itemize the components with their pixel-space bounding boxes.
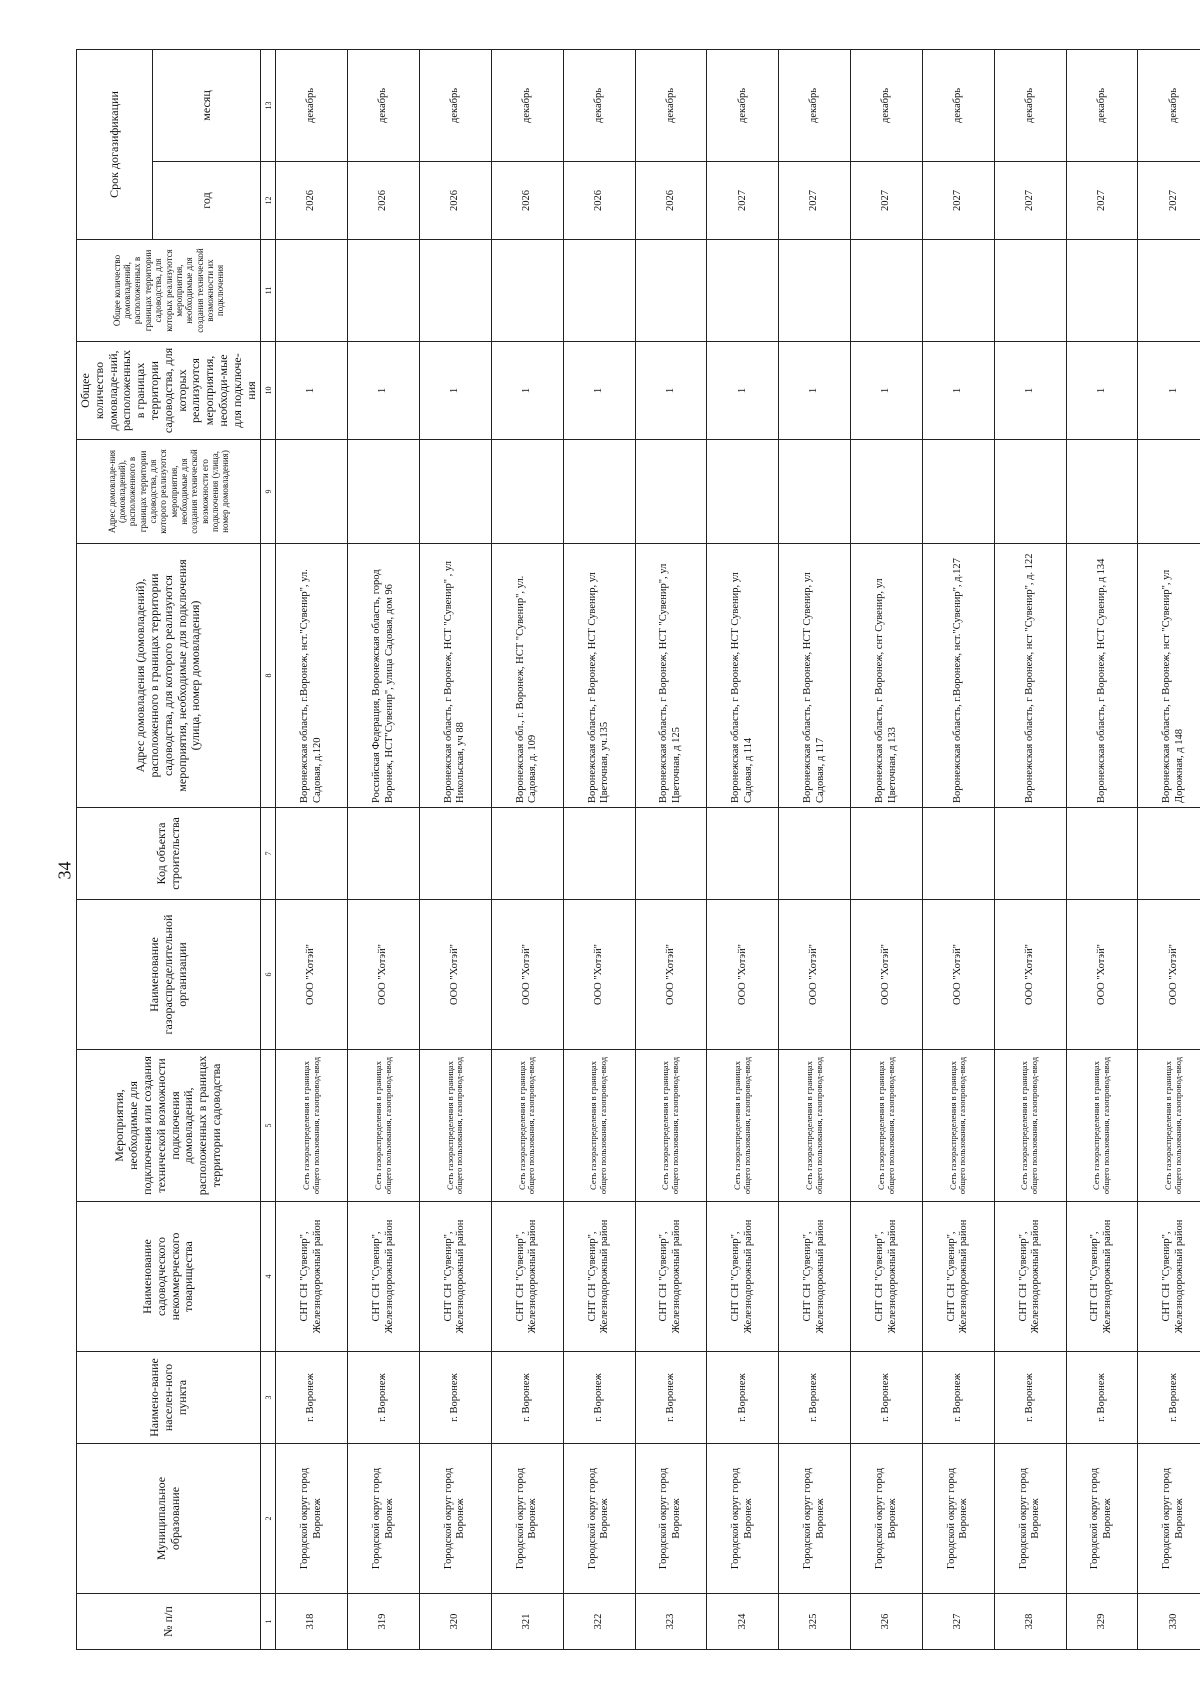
snt-cell: СНТ СН "Сувенир", Железнодорожный район	[420, 1202, 492, 1352]
table-row	[707, 49, 779, 1649]
year-cell: 2027	[707, 162, 779, 240]
address-capability-cell	[635, 440, 707, 544]
address-cell: Воронежская область, г.Воронеж, нст."Сувенир", ул. Садовая, д.120	[276, 544, 348, 808]
settlement-cell: г. Воронеж	[348, 1352, 420, 1444]
year-cell: 2027	[994, 162, 1066, 240]
year-cell: 2027	[779, 162, 851, 240]
row-number: 329	[1066, 1594, 1138, 1650]
measures-cell: Сеть газораспределения в границах общего пользования, газопровод-ввод	[420, 1050, 492, 1202]
address-cell: Воронежская область, г.Воронеж, нст."Сувенир", д.127	[922, 544, 994, 808]
municipality-cell: Городской округ город Воронеж	[1066, 1444, 1138, 1594]
object-code-cell	[851, 808, 923, 900]
row-number: 323	[635, 1594, 707, 1650]
table-row	[779, 49, 851, 1649]
count-cell: 1	[420, 342, 492, 440]
object-code-cell	[563, 808, 635, 900]
header-address-capability: Адрес домовладе-ния (домовладений), расположенного в границах территории садоводства, для которого реализуются мероприятия, необходимые для создания технической возможности его подключения (улица, номер домовладения)	[77, 440, 261, 544]
row-number: 321	[491, 1594, 563, 1650]
table-row	[276, 49, 348, 1649]
header-month: месяц	[152, 49, 260, 161]
row-number: 320	[420, 1594, 492, 1650]
municipality-cell: Городской округ город Воронеж	[707, 1444, 779, 1594]
month-cell: декабрь	[779, 49, 851, 161]
count-cell: 1	[851, 342, 923, 440]
snt-cell: СНТ СН "Сувенир", Железнодорожный район	[563, 1202, 635, 1352]
settlement-cell: г. Воронеж	[994, 1352, 1066, 1444]
snt-cell: СНТ СН "Сувенир", Железнодорожный район	[779, 1202, 851, 1352]
municipality-cell: Городской округ город Воронеж	[779, 1444, 851, 1594]
table-row	[994, 49, 1066, 1649]
measures-cell: Сеть газораспределения в границах общего пользования, газопровод-ввод	[707, 1050, 779, 1202]
table-row	[491, 49, 563, 1649]
month-cell: декабрь	[1138, 49, 1200, 161]
address-capability-cell	[348, 440, 420, 544]
year-cell: 2026	[348, 162, 420, 240]
count-capability-cell	[348, 240, 420, 342]
count-cell: 1	[779, 342, 851, 440]
gas-org-cell: ООО "Хотэй"	[348, 900, 420, 1050]
object-code-cell	[420, 808, 492, 900]
year-cell: 2027	[851, 162, 923, 240]
year-cell: 2026	[276, 162, 348, 240]
table-header	[77, 49, 276, 1649]
object-code-cell	[922, 808, 994, 900]
count-capability-cell	[635, 240, 707, 342]
year-cell: 2026	[563, 162, 635, 240]
year-cell: 2027	[922, 162, 994, 240]
address-capability-cell	[922, 440, 994, 544]
header-year: год	[152, 162, 260, 240]
settlement-cell: г. Воронеж	[779, 1352, 851, 1444]
address-cell: Воронежская область, г Воронеж, НСТ Сувенир, ул Цветочная, уч.135	[563, 544, 635, 808]
count-capability-cell	[563, 240, 635, 342]
measures-cell: Сеть газораспределения в границах общего пользования, газопровод-ввод	[922, 1050, 994, 1202]
snt-cell: СНТ СН "Сувенир", Железнодорожный район	[491, 1202, 563, 1352]
header-count-connection: Общее количество домовладе-ний, расположенных в границах территории садоводства, для которых реализуются мероприятия, необходи-мые для подключе-ния	[77, 342, 261, 440]
address-capability-cell	[491, 440, 563, 544]
address-cell: Воронежская область, г Воронеж, нст "Сувенир", д. 122	[994, 544, 1066, 808]
municipality-cell: Городской округ город Воронеж	[276, 1444, 348, 1594]
gas-org-cell: ООО "Хотэй"	[491, 900, 563, 1050]
count-cell: 1	[491, 342, 563, 440]
column-number: 6	[261, 900, 276, 1050]
measures-cell: Сеть газораспределения в границах общего пользования, газопровод-ввод	[994, 1050, 1066, 1202]
page-number: 34	[54, 861, 75, 880]
settlement-cell: г. Воронеж	[1066, 1352, 1138, 1444]
gas-org-cell: ООО "Хотэй"	[420, 900, 492, 1050]
gas-org-cell: ООО "Хотэй"	[1138, 900, 1200, 1050]
count-cell: 1	[707, 342, 779, 440]
address-capability-cell	[420, 440, 492, 544]
count-capability-cell	[922, 240, 994, 342]
municipality-cell: Городской округ город Воронеж	[420, 1444, 492, 1594]
table-body	[276, 49, 1200, 1649]
row-number: 324	[707, 1594, 779, 1650]
count-capability-cell	[1138, 240, 1200, 342]
header-settlement: Наимено-вание населен-ного пункта	[77, 1352, 261, 1444]
month-cell: декабрь	[922, 49, 994, 161]
measures-cell: Сеть газораспределения в границах общего пользования, газопровод-ввод	[491, 1050, 563, 1202]
column-number: 7	[261, 808, 276, 900]
address-capability-cell	[276, 440, 348, 544]
object-code-cell	[994, 808, 1066, 900]
settlement-cell: г. Воронеж	[420, 1352, 492, 1444]
month-cell: декабрь	[707, 49, 779, 161]
header-measures: Мероприятия, необходимые для подключения или создания технической возможности подключения домовладений, расположенных в границах территории садоводства	[77, 1050, 261, 1202]
column-number: 8	[261, 544, 276, 808]
count-capability-cell	[851, 240, 923, 342]
address-capability-cell	[563, 440, 635, 544]
measures-cell: Сеть газораспределения в границах общего пользования, газопровод-ввод	[1138, 1050, 1200, 1202]
address-capability-cell	[994, 440, 1066, 544]
snt-cell: СНТ СН "Сувенир", Железнодорожный район	[851, 1202, 923, 1352]
column-number: 13	[261, 49, 276, 161]
column-number: 3	[261, 1352, 276, 1444]
month-cell: декабрь	[348, 49, 420, 161]
month-cell: декабрь	[1066, 49, 1138, 161]
gas-org-cell: ООО "Хотэй"	[922, 900, 994, 1050]
month-cell: декабрь	[276, 49, 348, 161]
snt-cell: СНТ СН "Сувенир", Железнодорожный район	[635, 1202, 707, 1352]
measures-cell: Сеть газораспределения в границах общего пользования, газопровод-ввод	[276, 1050, 348, 1202]
column-number: 2	[261, 1444, 276, 1594]
address-cell: Воронежская область, г Воронеж, НСТ Сувенир, ул Садовая, д 117	[779, 544, 851, 808]
row-number: 326	[851, 1594, 923, 1650]
month-cell: декабрь	[994, 49, 1066, 161]
snt-cell: СНТ СН "Сувенир", Железнодорожный район	[1138, 1202, 1200, 1352]
settlement-cell: г. Воронеж	[922, 1352, 994, 1444]
row-number: 319	[348, 1594, 420, 1650]
column-number-row	[261, 49, 276, 1649]
column-number: 11	[261, 240, 276, 342]
count-capability-cell	[1066, 240, 1138, 342]
settlement-cell: г. Воронеж	[1138, 1352, 1200, 1444]
year-cell: 2026	[420, 162, 492, 240]
row-number: 330	[1138, 1594, 1200, 1650]
month-cell: декабрь	[635, 49, 707, 161]
header-count-capability: Общее количество домовладений, расположенных в границах территории садоводства, для которых реализуются мероприятия, необходимые для создания технической возможности их подключения	[77, 240, 261, 342]
gas-org-cell: ООО "Хотэй"	[707, 900, 779, 1050]
measures-cell: Сеть газораспределения в границах общего пользования, газопровод-ввод	[851, 1050, 923, 1202]
address-capability-cell	[851, 440, 923, 544]
column-number: 5	[261, 1050, 276, 1202]
settlement-cell: г. Воронеж	[635, 1352, 707, 1444]
measures-cell: Сеть газораспределения в границах общего пользования, газопровод-ввод	[779, 1050, 851, 1202]
column-number: 1	[261, 1594, 276, 1650]
year-cell: 2026	[491, 162, 563, 240]
address-capability-cell	[707, 440, 779, 544]
measures-cell: Сеть газораспределения в границах общего пользования, газопровод-ввод	[1066, 1050, 1138, 1202]
count-capability-cell	[276, 240, 348, 342]
address-cell: Воронежская область, г Воронеж, снт Сувенир, ул Цветочная, д 133	[851, 544, 923, 808]
municipality-cell: Городской округ город Воронеж	[635, 1444, 707, 1594]
gas-org-cell: ООО "Хотэй"	[276, 900, 348, 1050]
row-number: 327	[922, 1594, 994, 1650]
header-deadline: Срок догазификации	[77, 49, 153, 239]
address-cell: Воронежская обл., г. Воронеж, НСТ "Сувенир", ул. Садовая, д. 109	[491, 544, 563, 808]
settlement-cell: г. Воронеж	[851, 1352, 923, 1444]
object-code-cell	[707, 808, 779, 900]
object-code-cell	[635, 808, 707, 900]
count-capability-cell	[491, 240, 563, 342]
year-cell: 2026	[635, 162, 707, 240]
header-address-connection: Адрес домовладения (домовладений), расположенного в границах территории садоводства, для которого реализуются мероприятия, необходимые для подключения (улица, номер домовладения)	[77, 544, 261, 808]
row-number: 318	[276, 1594, 348, 1650]
object-code-cell	[491, 808, 563, 900]
municipality-cell: Городской округ город Воронеж	[922, 1444, 994, 1594]
address-capability-cell	[1138, 440, 1200, 544]
header-gas-org: Наименование газораспределительной организации	[77, 900, 261, 1050]
address-cell: Воронежская область, г Воронеж, НСТ Сувенир, ул Садовая, д 114	[707, 544, 779, 808]
count-capability-cell	[779, 240, 851, 342]
municipality-cell: Городской округ город Воронеж	[1138, 1444, 1200, 1594]
object-code-cell	[1066, 808, 1138, 900]
settlement-cell: г. Воронеж	[707, 1352, 779, 1444]
column-number: 12	[261, 162, 276, 240]
snt-cell: СНТ СН "Сувенир", Железнодорожный район	[1066, 1202, 1138, 1352]
address-capability-cell	[779, 440, 851, 544]
object-code-cell	[348, 808, 420, 900]
header-object-code: Код объекта строительства	[77, 808, 261, 900]
object-code-cell	[779, 808, 851, 900]
row-number: 328	[994, 1594, 1066, 1650]
year-cell: 2027	[1138, 162, 1200, 240]
gas-org-cell: ООО "Хотэй"	[851, 900, 923, 1050]
table-row	[635, 49, 707, 1649]
count-cell: 1	[1138, 342, 1200, 440]
count-capability-cell	[707, 240, 779, 342]
header-municipality: Муниципальное образование	[77, 1444, 261, 1594]
address-capability-cell	[1066, 440, 1138, 544]
count-cell: 1	[348, 342, 420, 440]
column-number: 4	[261, 1202, 276, 1352]
header-number: № п/п	[77, 1594, 261, 1650]
table-row	[1066, 49, 1138, 1649]
measures-cell: Сеть газораспределения в границах общего пользования, газопровод-ввод	[563, 1050, 635, 1202]
settlement-cell: г. Воронеж	[563, 1352, 635, 1444]
snt-cell: СНТ СН "Сувенир", Железнодорожный район	[348, 1202, 420, 1352]
table-row	[922, 49, 994, 1649]
settlement-cell: г. Воронеж	[276, 1352, 348, 1444]
settlement-cell: г. Воронеж	[491, 1352, 563, 1444]
municipality-cell: Городской округ город Воронеж	[348, 1444, 420, 1594]
row-number: 322	[563, 1594, 635, 1650]
gas-org-cell: ООО "Хотэй"	[994, 900, 1066, 1050]
gas-org-cell: ООО "Хотэй"	[635, 900, 707, 1050]
count-cell: 1	[563, 342, 635, 440]
object-code-cell	[1138, 808, 1200, 900]
gas-org-cell: ООО "Хотэй"	[1066, 900, 1138, 1050]
table-row	[1138, 49, 1200, 1649]
count-cell: 1	[1066, 342, 1138, 440]
header-snt-name: Наименование садоводческого некоммерческого товарищества	[77, 1202, 261, 1352]
municipality-cell: Городской округ город Воронеж	[491, 1444, 563, 1594]
rotated-table-container	[76, 50, 1196, 1650]
count-cell: 1	[276, 342, 348, 440]
count-cell: 1	[922, 342, 994, 440]
address-cell: Воронежская область, г Воронеж, НСТ Сувенир, д 134	[1066, 544, 1138, 808]
address-cell: Воронежская область, г Воронеж, нст "Сувенир", ул Дорожная, д 148	[1138, 544, 1200, 808]
table-row	[563, 49, 635, 1649]
snt-cell: СНТ СН "Сувенир", Железнодорожный район	[276, 1202, 348, 1352]
month-cell: декабрь	[420, 49, 492, 161]
municipality-cell: Городской округ город Воронеж	[994, 1444, 1066, 1594]
measures-cell: Сеть газораспределения в границах общего пользования, газопровод-ввод	[635, 1050, 707, 1202]
month-cell: декабрь	[851, 49, 923, 161]
snt-cell: СНТ СН "Сувенир", Железнодорожный район	[994, 1202, 1066, 1352]
table-row	[851, 49, 923, 1649]
municipality-cell: Городской округ город Воронеж	[851, 1444, 923, 1594]
count-cell: 1	[635, 342, 707, 440]
gas-org-cell: ООО "Хотэй"	[779, 900, 851, 1050]
snt-cell: СНТ СН "Сувенир", Железнодорожный район	[922, 1202, 994, 1352]
gas-org-cell: ООО "Хотэй"	[563, 900, 635, 1050]
year-cell: 2027	[1066, 162, 1138, 240]
address-cell: Российская Федерация, Воронежская область, город Воронеж, НСТ"Сувенир", улица Садовая, дом 96	[348, 544, 420, 808]
count-cell: 1	[994, 342, 1066, 440]
measures-cell: Сеть газораспределения в границах общего пользования, газопровод-ввод	[348, 1050, 420, 1202]
column-number: 10	[261, 342, 276, 440]
address-cell: Воронежская область, г Воронеж, НСТ "Сувенир", ул Цветочная, д 125	[635, 544, 707, 808]
gasification-table	[76, 49, 1200, 1650]
object-code-cell	[276, 808, 348, 900]
column-number: 9	[261, 440, 276, 544]
month-cell: декабрь	[491, 49, 563, 161]
count-capability-cell	[994, 240, 1066, 342]
table-row	[420, 49, 492, 1649]
count-capability-cell	[420, 240, 492, 342]
row-number: 325	[779, 1594, 851, 1650]
municipality-cell: Городской округ город Воронеж	[563, 1444, 635, 1594]
table-row	[348, 49, 420, 1649]
address-cell: Воронежская область, г Воронеж, НСТ "Сувенир" , ул Никольская, уч 88	[420, 544, 492, 808]
month-cell: декабрь	[563, 49, 635, 161]
snt-cell: СНТ СН "Сувенир", Железнодорожный район	[707, 1202, 779, 1352]
